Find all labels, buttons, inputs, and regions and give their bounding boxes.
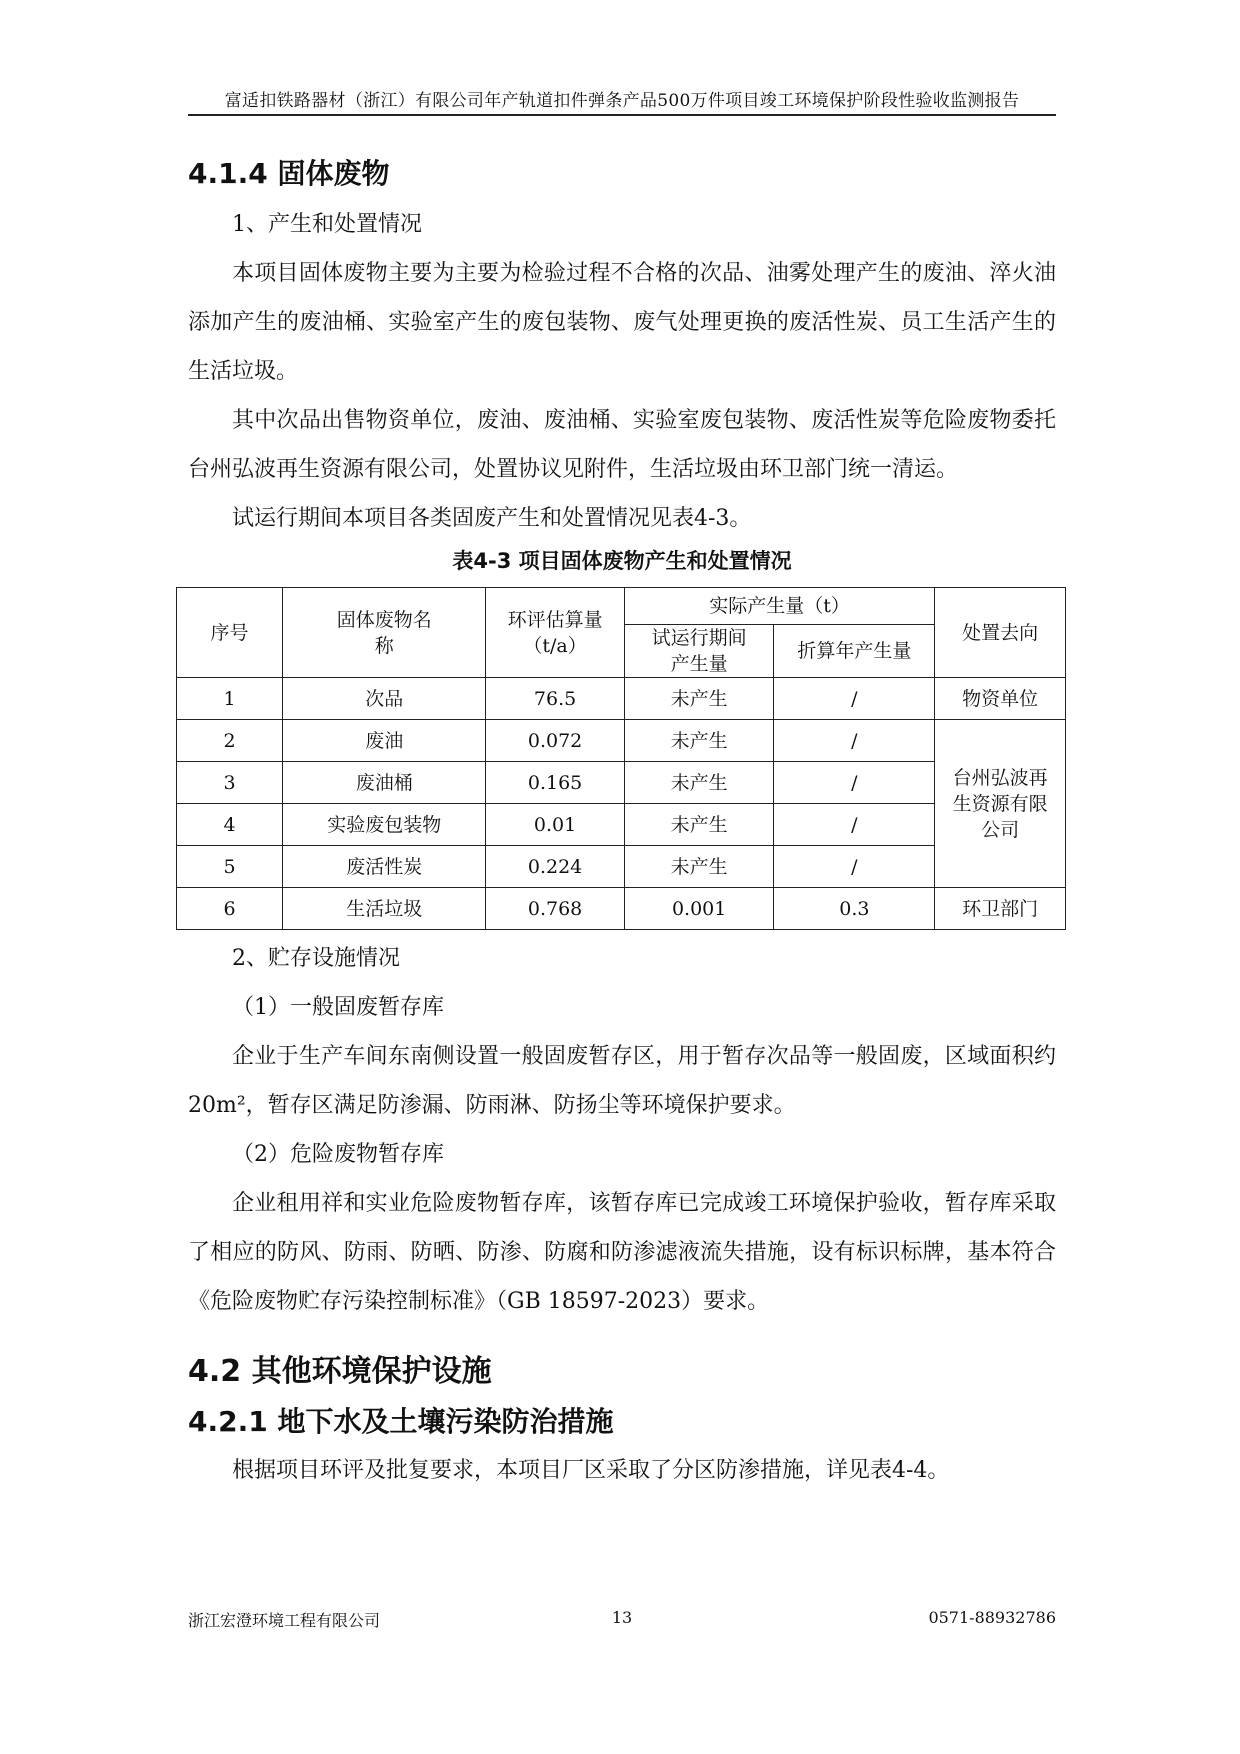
subheading-storage: 2、贮存设施情况 xyxy=(232,946,400,971)
cell-no: 2 xyxy=(177,720,283,762)
table-caption: 表4-3 项目固体废物产生和处置情况 xyxy=(452,549,792,573)
header-name-text: 固体废物名称 xyxy=(336,608,432,657)
cell-trial: 未产生 xyxy=(624,678,774,720)
section-4-2-title: 4.2 其他环境保护设施 xyxy=(188,1354,492,1389)
page-body xyxy=(188,120,1056,1495)
cell-estimate: 0.01 xyxy=(486,804,624,846)
cell-annual: / xyxy=(774,762,935,804)
paragraph-table-ref: 试运行期间本项目各类固废产生和处置情况见表4-3。 xyxy=(232,506,752,531)
cell-estimate: 0.072 xyxy=(486,720,624,762)
paragraph-general-storage: 企业于生产车间东南侧设置一般固废暂存区，用于暂存次品等一般固废，区域面积约20m²，暂存区满足防渗漏、防雨淋、防扬尘等环境保护要求。 xyxy=(188,1044,1056,1118)
cell-trial: 未产生 xyxy=(624,720,774,762)
cell-trial: 未产生 xyxy=(624,804,774,846)
footer-page-number: 13 xyxy=(611,1608,633,1627)
header-disposal: 处置去向 xyxy=(935,588,1066,678)
header-annual: 折算年产生量 xyxy=(774,625,935,678)
cell-annual: 0.3 xyxy=(774,888,935,930)
cell-disposal-merged xyxy=(935,720,1066,888)
cell-annual: / xyxy=(774,678,935,720)
section-4-1-4-title: 4.1.4 固体废物 xyxy=(188,157,390,190)
subheading-general-storage: （1）一般固废暂存库 xyxy=(232,995,444,1020)
cell-estimate: 0.165 xyxy=(486,762,624,804)
cell-name: 次品 xyxy=(283,678,486,720)
header-estimate-text: 环评估算量（t/a） xyxy=(507,608,603,657)
header-no: 序号 xyxy=(177,588,283,678)
cell-no: 6 xyxy=(177,888,283,930)
cell-estimate: 76.5 xyxy=(486,678,624,720)
table-row xyxy=(177,678,1066,720)
cell-disposal: 环卫部门 xyxy=(935,888,1066,930)
table-row xyxy=(177,720,1066,762)
header-actual: 实际产生量（t） xyxy=(624,588,934,625)
paragraph-waste-types: 本项目固体废物主要为主要为检验过程不合格的次品、油雾处理产生的废油、淬火油添加产生的废油桶、实验室产生的废包装物、废气处理更换的废活性炭、员工生活产生的生活垃圾。 xyxy=(188,261,1056,384)
subheading-generation: 1、产生和处置情况 xyxy=(232,212,422,237)
header-trial xyxy=(624,625,774,678)
cell-name: 生活垃圾 xyxy=(283,888,486,930)
subheading-hazardous-storage: （2）危险废物暂存库 xyxy=(232,1142,444,1167)
cell-no: 5 xyxy=(177,846,283,888)
table-row xyxy=(177,888,1066,930)
cell-no: 3 xyxy=(177,762,283,804)
header-estimate xyxy=(486,588,624,678)
cell-estimate: 0.224 xyxy=(486,846,624,888)
paragraph-disposal: 其中次品出售物资单位，废油、废油桶、实验室废包装物、废活性炭等危险废物委托台州弘波再生资源有限公司，处置协议见附件，生活垃圾由环卫部门统一清运。 xyxy=(188,408,1056,482)
cell-no: 1 xyxy=(177,678,283,720)
cell-annual: / xyxy=(774,846,935,888)
cell-estimate: 0.768 xyxy=(486,888,624,930)
cell-trial: 0.001 xyxy=(624,888,774,930)
cell-name: 实验废包装物 xyxy=(283,804,486,846)
table-header-row xyxy=(177,588,1066,625)
table-row xyxy=(177,846,1066,888)
solid-waste-table xyxy=(176,587,1066,930)
header-name xyxy=(283,588,486,678)
cell-name: 废油桶 xyxy=(283,762,486,804)
cell-disposal-merged-text: 台州弘波再生资源有限公司 xyxy=(952,766,1048,841)
cell-name: 废活性炭 xyxy=(283,846,486,888)
header-rule xyxy=(188,114,1056,116)
paragraph-groundwater: 根据项目环评及批复要求，本项目厂区采取了分区防渗措施，详见表4-4。 xyxy=(232,1458,950,1483)
paragraph-hazardous-storage: 企业租用祥和实业危险废物暂存库，该暂存库已完成竣工环境保护验收，暂存库采取了相应的防风、防雨、防晒、防渗、防腐和防渗滤液流失措施，设有标识标牌，基本符合《危险废物贮存污染控制标准》（GB 18597-2023）要求。 xyxy=(188,1191,1056,1314)
cell-name: 废油 xyxy=(283,720,486,762)
cell-no: 4 xyxy=(177,804,283,846)
cell-disposal: 物资单位 xyxy=(935,678,1066,720)
cell-trial: 未产生 xyxy=(624,762,774,804)
header-trial-text: 试运行期间产生量 xyxy=(651,627,747,675)
cell-annual: / xyxy=(774,720,935,762)
footer-company: 浙江宏澄环境工程有限公司 xyxy=(188,1611,381,1630)
footer-phone: 0571-88932786 xyxy=(928,1608,1056,1627)
cell-trial: 未产生 xyxy=(624,846,774,888)
table-row xyxy=(177,804,1066,846)
cell-annual: / xyxy=(774,804,935,846)
running-header: 富适扣铁路器材（浙江）有限公司年产轨道扣件弹条产品500万件项目竣工环境保护阶段性验收监测报告 xyxy=(224,91,1020,111)
table-row xyxy=(177,762,1066,804)
section-4-2-1-title: 4.2.1 地下水及土壤污染防治措施 xyxy=(188,1405,614,1438)
